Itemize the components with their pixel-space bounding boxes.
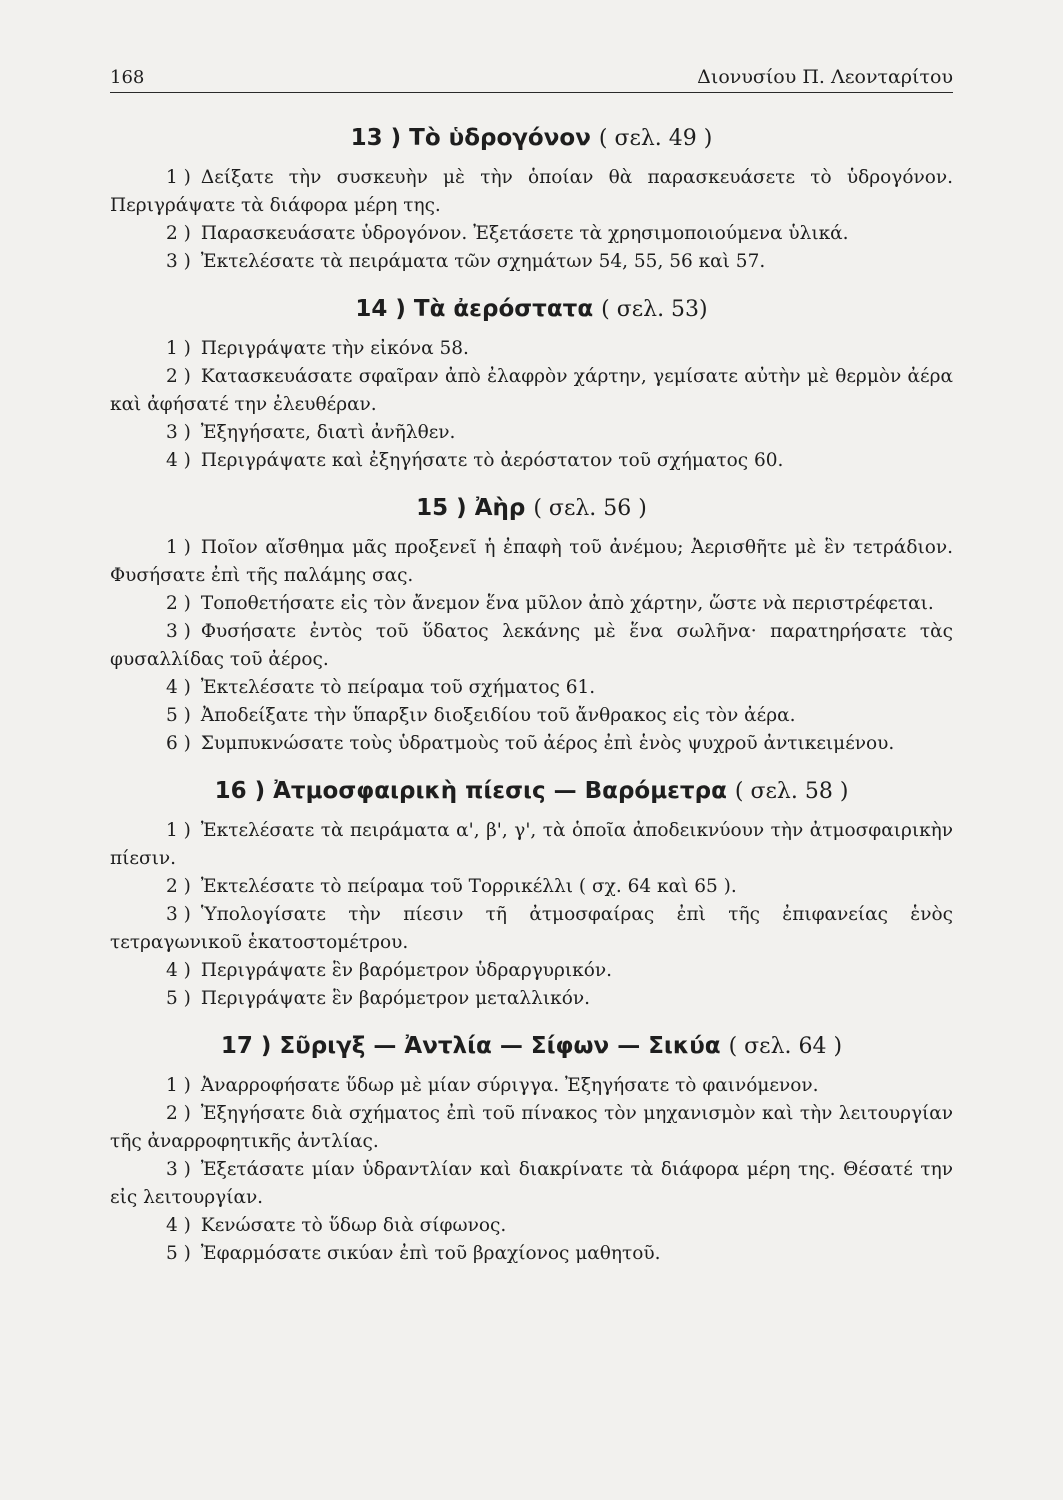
exercise-number: 2 ) bbox=[166, 1103, 191, 1124]
exercise-text: Δείξατε τὴν συσκευὴν μὲ τὴν ὁποίαν θὰ παρασκευάσετε τὸ ὑδρογόνον. Περιγράψατε τὰ διάφορα μέρη της. bbox=[110, 167, 953, 216]
exercise-number: 3 ) bbox=[166, 1159, 191, 1180]
exercise-text: Ποῖον αἴσθημα μᾶς προξενεῖ ἡ ἐπαφὴ τοῦ ἀνέμου; Ἀερισθῆτε μὲ ἓν τετράδιον. Φυσήσατε ἐπὶ τῆς παλάμης σας. bbox=[110, 537, 953, 586]
section-title bbox=[110, 1035, 953, 1058]
running-head bbox=[110, 66, 953, 93]
exercise-item bbox=[110, 363, 953, 419]
exercise-item bbox=[110, 985, 953, 1013]
exercise-number: 5 ) bbox=[166, 1243, 191, 1264]
section-page-ref: ( σελ. 64 ) bbox=[728, 1034, 843, 1059]
exercise-item bbox=[110, 957, 953, 985]
exercise-item bbox=[110, 817, 953, 873]
section-title-text: 17 ) Σῦριγξ — Ἀντλία — Σίφων — Σικύα bbox=[220, 1033, 721, 1059]
exercise-number: 3 ) bbox=[166, 251, 191, 272]
exercise-item bbox=[110, 534, 953, 590]
exercise-text: Ἐξηγήσατε, διατὶ ἀνῆλθεν. bbox=[200, 422, 456, 443]
exercise-item bbox=[110, 702, 953, 730]
section-title bbox=[110, 780, 953, 803]
exercise-text: Ὑπολογίσατε τὴν πίεσιν τῆ ἀτμοσφαίρας ἐπὶ τῆς ἐπιφανείας ἑνὸς τετραγωνικοῦ ἑκατοστομέτρου. bbox=[110, 904, 953, 953]
exercise-number: 3 ) bbox=[166, 422, 191, 443]
exercise-text: Περιγράψατε ἓν βαρόμετρον μεταλλικόν. bbox=[200, 988, 590, 1009]
exercise-number: 3 ) bbox=[166, 904, 191, 925]
exercise-text: Ἐφαρμόσατε σικύαν ἐπὶ τοῦ βραχίονος μαθητοῦ. bbox=[200, 1243, 661, 1264]
exercise-item bbox=[110, 447, 953, 475]
section-page-ref: ( σελ. 58 ) bbox=[734, 779, 849, 804]
section-title-text: 16 ) Ἀτμοσφαιρικὴ πίεσις — Βαρόμετρα bbox=[214, 778, 727, 804]
exercise-number: 1 ) bbox=[166, 338, 191, 359]
exercise-number: 2 ) bbox=[166, 223, 191, 244]
exercise-number: 4 ) bbox=[166, 450, 191, 471]
exercise-text: Περιγράψατε ἓν βαρόμετρον ὑδραργυρικόν. bbox=[200, 960, 612, 981]
exercise-number: 4 ) bbox=[166, 1215, 191, 1236]
exercise-number: 1 ) bbox=[166, 167, 191, 188]
section-title bbox=[110, 127, 953, 150]
section-title-text: 13 ) Τὸ ὑδρογόνον bbox=[350, 125, 591, 151]
section-title-text: 15 ) Ἀὴρ bbox=[416, 495, 526, 521]
exercise-item bbox=[110, 335, 953, 363]
exercise-number: 2 ) bbox=[166, 366, 191, 387]
exercise-item bbox=[110, 1156, 953, 1212]
exercise-number: 4 ) bbox=[166, 677, 191, 698]
exercise-text: Συμπυκνώσατε τοὺς ὑδρατμοὺς τοῦ ἀέρος ἐπὶ ἑνὸς ψυχροῦ ἀντικειμένου. bbox=[200, 733, 895, 754]
exercise-text: Ἀναρροφήσατε ὕδωρ μὲ μίαν σύριγγα. Ἐξηγήσατε τὸ φαινόμενον. bbox=[200, 1075, 819, 1096]
exercise-text: Ἐκτελέσατε τὰ πειράματα α', β', γ', τὰ ὁποῖα ἀποδεικνύουν τὴν ἀτμοσφαιρικὴν πίεσιν. bbox=[110, 820, 953, 869]
section-14 bbox=[110, 298, 953, 475]
exercise-number: 6 ) bbox=[166, 733, 191, 754]
exercise-item bbox=[110, 873, 953, 901]
exercise-item bbox=[110, 590, 953, 618]
exercise-text: Ἐξετάσατε μίαν ὑδραντλίαν καὶ διακρίνατε τὰ διάφορα μέρη της. Θέσατέ την εἰς λειτουργίαν. bbox=[110, 1159, 953, 1208]
section-15 bbox=[110, 497, 953, 758]
exercise-item bbox=[110, 1212, 953, 1240]
exercise-number: 1 ) bbox=[166, 537, 191, 558]
exercise-number: 5 ) bbox=[166, 988, 191, 1009]
exercise-text: Περιγράψατε καὶ ἐξηγήσατε τὸ ἀερόστατον τοῦ σχήματος 60. bbox=[200, 450, 784, 471]
exercise-text: Ἐκτελέσατε τὰ πειράματα τῶν σχημάτων 54, 55, 56 καὶ 57. bbox=[200, 251, 766, 272]
exercise-text: Κατασκευάσατε σφαῖραν ἀπὸ ἐλαφρὸν χάρτην, γεμίσατε αὐτὴν μὲ θερμὸν ἀέρα καὶ ἀφήσατέ την ἐλευθέραν. bbox=[110, 366, 953, 415]
exercise-text: Τοποθετήσατε εἰς τὸν ἄνεμον ἕνα μῦλον ἀπὸ χάρτην, ὥστε νὰ περιστρέφεται. bbox=[200, 593, 934, 614]
exercise-number: 5 ) bbox=[166, 705, 191, 726]
exercise-item bbox=[110, 419, 953, 447]
exercise-item bbox=[110, 674, 953, 702]
exercise-number: 4 ) bbox=[166, 960, 191, 981]
exercise-number: 2 ) bbox=[166, 876, 191, 897]
exercise-item bbox=[110, 1100, 953, 1156]
running-head-author: Διονυσίου Π. Λεονταρίτου bbox=[697, 66, 953, 88]
exercise-item bbox=[110, 1240, 953, 1268]
exercise-text: Φυσήσατε ἐντὸς τοῦ ὕδατος λεκάνης μὲ ἕνα σωλῆνα· παρατηρήσατε τὰς φυσαλλίδας τοῦ ἀέρος. bbox=[110, 621, 953, 670]
exercise-item bbox=[110, 248, 953, 276]
section-17 bbox=[110, 1035, 953, 1268]
exercise-text: Παρασκευάσατε ὑδρογόνον. Ἐξετάσετε τὰ χρησιμοποιούμενα ὑλικά. bbox=[200, 223, 849, 244]
section-13 bbox=[110, 127, 953, 276]
page-number: 168 bbox=[110, 67, 145, 88]
exercise-item bbox=[110, 618, 953, 674]
exercise-text: Περιγράψατε τὴν εἰκόνα 58. bbox=[200, 338, 469, 359]
exercise-number: 3 ) bbox=[166, 621, 191, 642]
section-title bbox=[110, 298, 953, 321]
exercise-item bbox=[110, 1072, 953, 1100]
exercise-text: Ἐκτελέσατε τὸ πείραμα τοῦ Τορρικέλλι ( σχ. 64 καὶ 65 ). bbox=[200, 876, 737, 897]
section-title-text: 14 ) Τὰ ἀερόστατα bbox=[355, 296, 594, 322]
exercise-number: 1 ) bbox=[166, 820, 191, 841]
section-16 bbox=[110, 780, 953, 1013]
exercise-item bbox=[110, 901, 953, 957]
section-page-ref: ( σελ. 49 ) bbox=[598, 126, 713, 151]
exercise-text: Ἐκτελέσατε τὸ πείραμα τοῦ σχήματος 61. bbox=[200, 677, 596, 698]
exercise-item bbox=[110, 164, 953, 220]
exercise-number: 1 ) bbox=[166, 1075, 191, 1096]
exercise-item bbox=[110, 730, 953, 758]
section-page-ref: ( σελ. 53) bbox=[601, 297, 708, 322]
exercise-text: Κενώσατε τὸ ὕδωρ διὰ σίφωνος. bbox=[200, 1215, 507, 1236]
section-page-ref: ( σελ. 56 ) bbox=[533, 496, 647, 521]
exercise-item bbox=[110, 220, 953, 248]
section-title bbox=[110, 497, 953, 520]
exercise-number: 2 ) bbox=[166, 593, 191, 614]
exercise-text: Ἐξηγήσατε διὰ σχήματος ἐπὶ τοῦ πίνακος τὸν μηχανισμὸν καὶ τὴν λειτουργίαν τῆς ἀναρροφητικῆς ἀντλίας. bbox=[110, 1103, 953, 1152]
exercise-text: Ἀποδείξατε τὴν ὕπαρξιν διοξειδίου τοῦ ἄνθρακος εἰς τὸν ἀέρα. bbox=[200, 705, 796, 726]
